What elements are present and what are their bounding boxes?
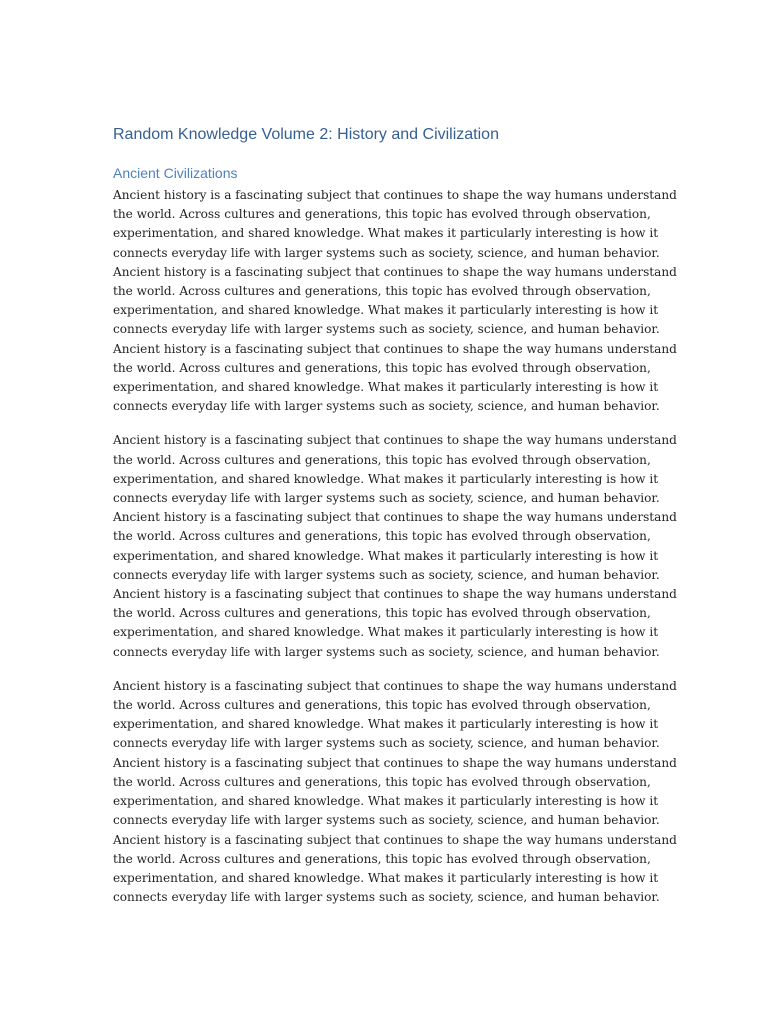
paragraph-line: experimentation, and shared knowledge. What makes it particularly interesting is how it xyxy=(113,625,659,640)
paragraph-line: experimentation, and shared knowledge. What makes it particularly interesting is how it xyxy=(113,303,659,318)
body-paragraph xyxy=(113,677,677,907)
paragraph-line: the world. Across cultures and generations, this topic has evolved through observation, xyxy=(113,360,651,375)
paragraph-line: the world. Across cultures and generations, this topic has evolved through observation, xyxy=(113,774,651,789)
paragraph-line: the world. Across cultures and generations, this topic has evolved through observation, xyxy=(113,606,651,621)
body-paragraph xyxy=(113,431,677,661)
paragraph-line: connects everyday life with larger systems such as society, science, and human behavior. xyxy=(113,322,660,337)
paragraph-line: the world. Across cultures and generations, this topic has evolved through observation, xyxy=(113,284,651,299)
paragraph-line: Ancient history is a fascinating subject that continues to shape the way humans understand xyxy=(113,510,677,525)
paragraph-line: the world. Across cultures and generations, this topic has evolved through observation, xyxy=(113,452,651,467)
body-paragraph xyxy=(113,186,677,416)
paragraph-line: Ancient history is a fascinating subject that continues to shape the way humans understand xyxy=(113,264,677,279)
paragraph-line: experimentation, and shared knowledge. What makes it particularly interesting is how it xyxy=(113,717,659,732)
paragraph-line: experimentation, and shared knowledge. What makes it particularly interesting is how it xyxy=(113,380,659,395)
paragraph-line: connects everyday life with larger systems such as society, science, and human behavior. xyxy=(113,644,660,659)
paragraph-line: connects everyday life with larger systems such as society, science, and human behavior. xyxy=(113,890,660,905)
paragraph-line: experimentation, and shared knowledge. What makes it particularly interesting is how it xyxy=(113,548,659,563)
paragraph-line: experimentation, and shared knowledge. What makes it particularly interesting is how it xyxy=(113,870,659,885)
paragraph-line: experimentation, and shared knowledge. What makes it particularly interesting is how it xyxy=(113,794,659,809)
section-heading: Ancient Civilizations xyxy=(113,165,238,181)
paragraph-line: Ancient history is a fascinating subject that continues to shape the way humans understand xyxy=(113,755,677,770)
paragraph-line: connects everyday life with larger systems such as society, science, and human behavior. xyxy=(113,567,660,582)
paragraph-line: Ancient history is a fascinating subject that continues to shape the way humans understand xyxy=(113,341,677,356)
paragraph-line: connects everyday life with larger systems such as society, science, and human behavior. xyxy=(113,813,660,828)
paragraph-line: experimentation, and shared knowledge. What makes it particularly interesting is how it xyxy=(113,471,659,486)
paragraph-line: Ancient history is a fascinating subject that continues to shape the way humans understand xyxy=(113,188,677,202)
paragraph-line: experimentation, and shared knowledge. What makes it particularly interesting is how it xyxy=(113,226,659,241)
paragraph-line: Ancient history is a fascinating subject that continues to shape the way humans understand xyxy=(113,832,677,847)
document-body xyxy=(113,124,677,907)
paragraph-line: the world. Across cultures and generations, this topic has evolved through observation, xyxy=(113,698,651,713)
document-sections xyxy=(113,163,677,907)
paragraph-line: the world. Across cultures and generations, this topic has evolved through observation, xyxy=(113,851,651,866)
paragraph-line: connects everyday life with larger systems such as society, science, and human behavior. xyxy=(113,245,660,260)
paragraph-line: the world. Across cultures and generations, this topic has evolved through observation, xyxy=(113,207,651,222)
paragraph-line: connects everyday life with larger systems such as society, science, and human behavior. xyxy=(113,491,660,506)
paragraph-line: connects everyday life with larger systems such as society, science, and human behavior. xyxy=(113,736,660,751)
paragraph-line: Ancient history is a fascinating subject that continues to shape the way humans understand xyxy=(113,587,677,602)
document-title: Random Knowledge Volume 2: History and Civilization xyxy=(113,126,499,143)
paragraph-line: the world. Across cultures and generations, this topic has evolved through observation, xyxy=(113,529,651,544)
paragraph-line: Ancient history is a fascinating subject that continues to shape the way humans understand xyxy=(113,678,677,693)
paragraph-line: connects everyday life with larger systems such as society, science, and human behavior. xyxy=(113,399,660,414)
paragraph-line: Ancient history is a fascinating subject that continues to shape the way humans understand xyxy=(113,433,677,448)
